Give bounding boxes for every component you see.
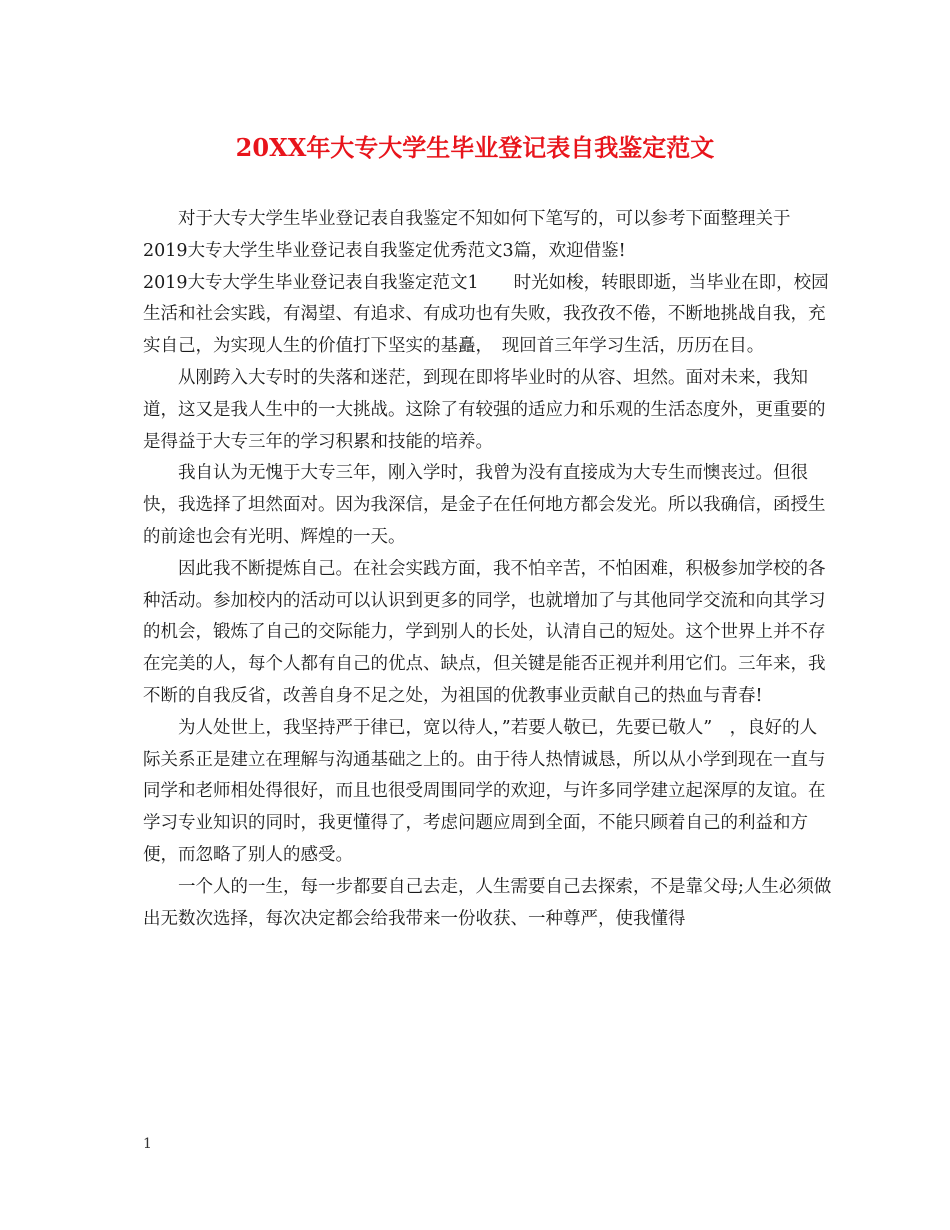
- paragraph-essay-start: 2019大专大学生毕业登记表自我鉴定范文1 时光如梭，转眼即逝，当毕业在即，校园生活和社会实践，有渴望、有追求、有成功也有失败，我孜孜不倦，不断地挑战自我，充实自己，为实现人生的价值打下坚实的基矗， 现回首三年学习生活，历历在目。: [143, 272, 829, 357]
- document-title: 20XX年大专大学生毕业登记表自我鉴定范文: [235, 133, 715, 162]
- paragraph: 我自认为无愧于大专三年，刚入学时，我曾为没有直接成为大专生而懊丧过。但很快，我选择了坦然面对。因为我深信，是金子在任何地方都会发光。所以我确信，函授生的前途也会有光明、辉煌的一天。: [143, 463, 826, 547]
- paragraph: 一个人的一生，每一步都要自己去走，人生需要自己去探索，不是靠父母;人生必须做出无数次选择，每次决定都会给我带来一份收获、一种尊严，使我懂得: [143, 876, 832, 929]
- document-body: [143, 204, 833, 935]
- page-number: 1: [143, 1136, 152, 1152]
- paragraph: 从刚跨入大专时的失落和迷茫，到现在即将毕业时的从容、坦然。面对未来，我知道，这又是我人生中的一大挑战。这除了有较强的适应力和乐观的生活态度外，更重要的是得益于大专三年的学习积累和技能的培养。: [143, 367, 826, 452]
- paragraph: 为人处世上，我坚持严于律已，宽以待人，”若要人敬已，先要已敬人” ，良好的人际关系正是建立在理解与沟通基础之上的。由于待人热情诚恳，所以从小学到现在一直与同学和老师相处得很好，而且也很受周围同学的欢迎，与许多同学建立起深厚的友谊。在学习专业知识的同时，我更懂得了，考虑问题应周到全面，不能只顾着自己的利益和方便，而忽略了别人的感受。: [143, 717, 826, 865]
- paragraph-intro: 对于大专大学生毕业登记表自我鉴定不知如何下笔写的，可以参考下面整理关于2019大专大学生毕业登记表自我鉴定优秀范文3篇，欢迎借鉴!: [143, 209, 791, 261]
- paragraph: 因此我不断提炼自己。在社会实践方面，我不怕辛苦，不怕困难，积极参加学校的各种活动。参加校内的活动可以认识到更多的同学，也就增加了与其他同学交流和向其学习的机会，锻炼了自己的交际能力，学到别人的长处，认清自己的短处。这个世界上并不存在完美的人，每个人都有自己的优点、缺点，但关键是能否正视并利用它们。三年来，我不断的自我反省，改善自身不足之处，为祖国的优教事业贡献自己的热血与青春!: [143, 558, 826, 706]
